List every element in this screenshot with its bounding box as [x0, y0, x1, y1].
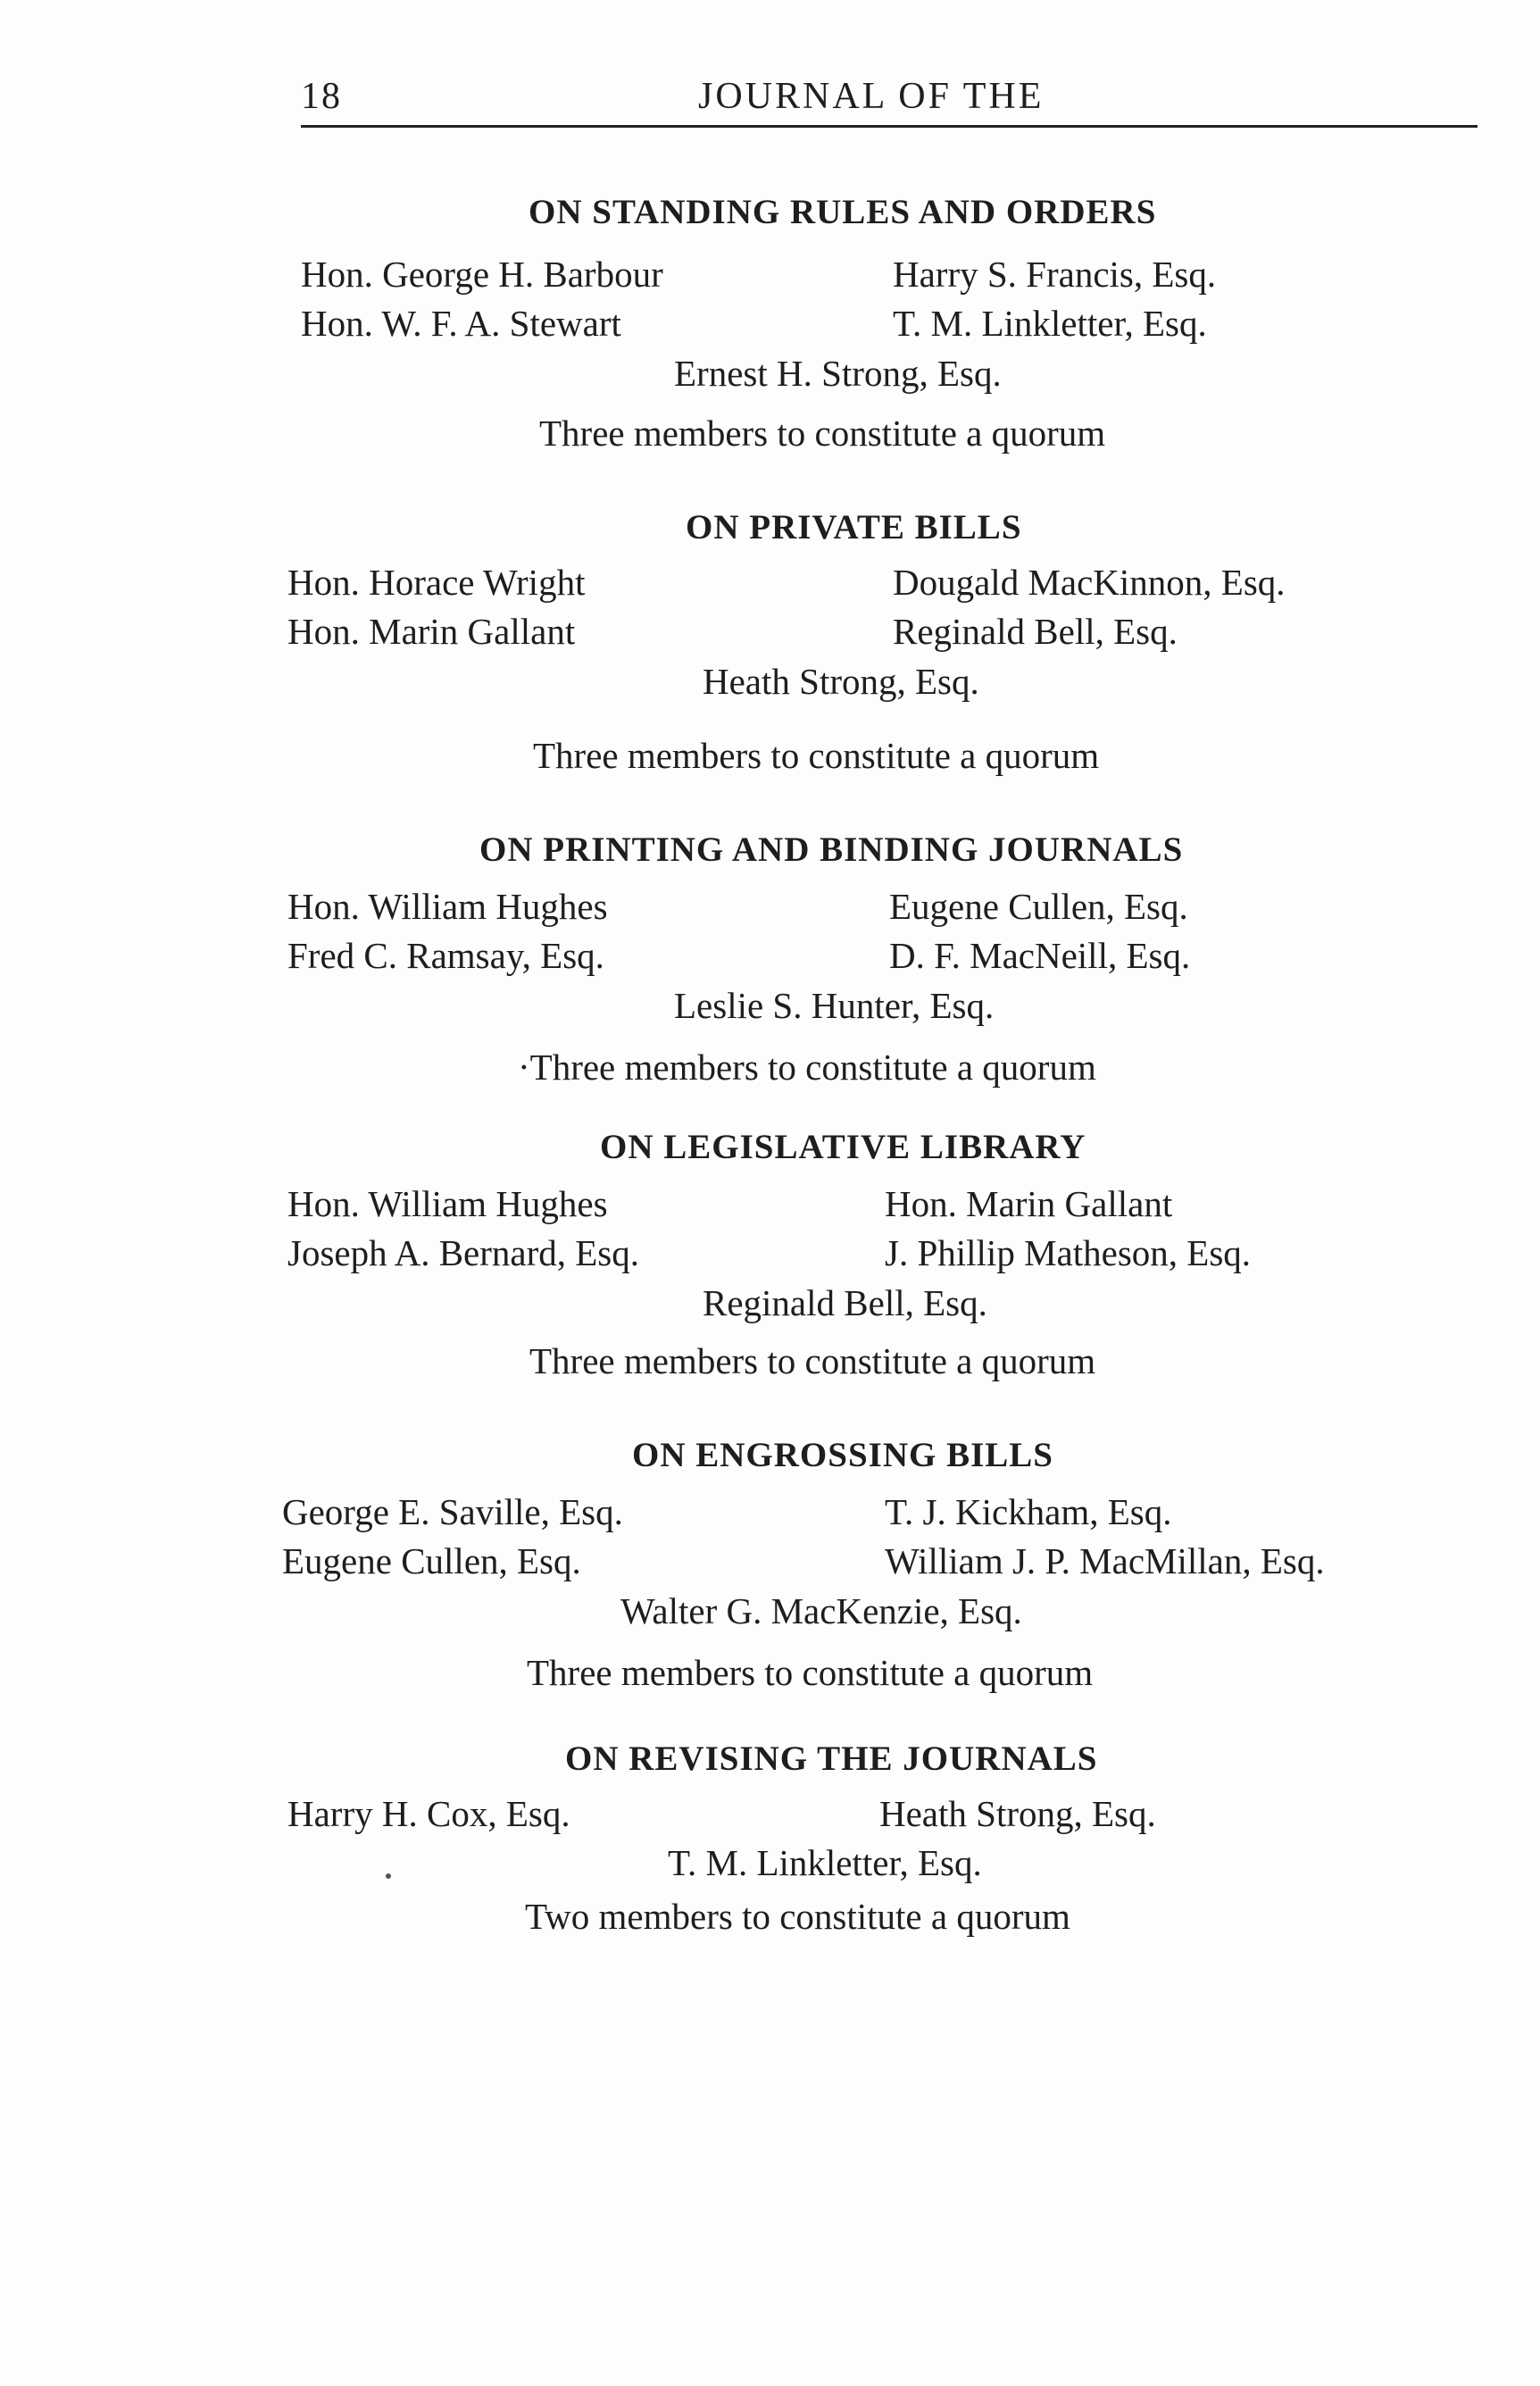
quorum-note: Three members to constitute a quorum [533, 735, 1100, 776]
member-name: Leslie S. Hunter, Esq. [674, 985, 995, 1026]
member-name: Eugene Cullen, Esq. [282, 1540, 581, 1581]
quorum-note: ·Three members to constitute a quorum [518, 1047, 1096, 1088]
running-head: JOURNAL OF THE [698, 76, 1045, 117]
member-name: Hon. W. F. A. Stewart [301, 303, 621, 344]
quorum-note: Three members to constitute a quorum [539, 413, 1106, 454]
member-name: Eugene Cullen, Esq. [889, 886, 1188, 927]
member-name: William J. P. MacMillan, Esq. [885, 1540, 1325, 1581]
member-name: T. M. Linkletter, Esq. [893, 303, 1207, 344]
member-name: George E. Saville, Esq. [282, 1491, 623, 1532]
committee-heading: ON LEGISLATIVE LIBRARY [600, 1128, 1086, 1166]
member-name: Hon. Horace Wright [287, 562, 586, 603]
member-name: Hon. William Hughes [287, 886, 608, 927]
quorum-note: Three members to constitute a quorum [527, 1652, 1094, 1693]
member-name: Harry H. Cox, Esq. [287, 1793, 570, 1834]
committee-heading: ON ENGROSSING BILLS [632, 1436, 1053, 1474]
member-name: Dougald MacKinnon, Esq. [893, 562, 1286, 603]
member-name: Fred C. Ramsay, Esq. [287, 935, 604, 976]
committee-heading: ON REVISING THE JOURNALS [565, 1739, 1098, 1778]
member-name: Walter G. MacKenzie, Esq. [620, 1590, 1022, 1631]
member-name: Reginald Bell, Esq. [893, 611, 1178, 652]
member-name: J. Phillip Matheson, Esq. [885, 1232, 1252, 1273]
member-name: Joseph A. Bernard, Esq. [287, 1232, 640, 1273]
member-name: Hon. Marin Gallant [287, 611, 576, 652]
member-name: Harry S. Francis, Esq. [893, 254, 1217, 295]
member-name: T. J. Kickham, Esq. [885, 1491, 1172, 1532]
member-name: Heath Strong, Esq. [879, 1793, 1156, 1834]
page-header [301, 75, 1478, 129]
member-name: Hon. George H. Barbour [301, 254, 663, 295]
member-name: Hon. Marin Gallant [885, 1183, 1173, 1224]
member-name: D. F. MacNeill, Esq. [889, 935, 1191, 976]
quorum-note: Two members to constitute a quorum [525, 1896, 1070, 1937]
member-name: Hon. William Hughes [287, 1183, 608, 1224]
committee-heading: ON PRIVATE BILLS [686, 508, 1022, 546]
quorum-note: Three members to constitute a quorum [529, 1340, 1096, 1381]
page-number: 18 [301, 76, 342, 117]
committee-heading: ON PRINTING AND BINDING JOURNALS [479, 830, 1184, 869]
committee-heading: ON STANDING RULES AND ORDERS [529, 193, 1157, 231]
print-speck [386, 1873, 391, 1879]
member-name: Reginald Bell, Esq. [703, 1282, 987, 1323]
member-name: T. M. Linkletter, Esq. [668, 1842, 982, 1883]
member-name: Heath Strong, Esq. [703, 661, 979, 702]
header-rule [301, 125, 1478, 128]
member-name: Ernest H. Strong, Esq. [674, 353, 1002, 394]
